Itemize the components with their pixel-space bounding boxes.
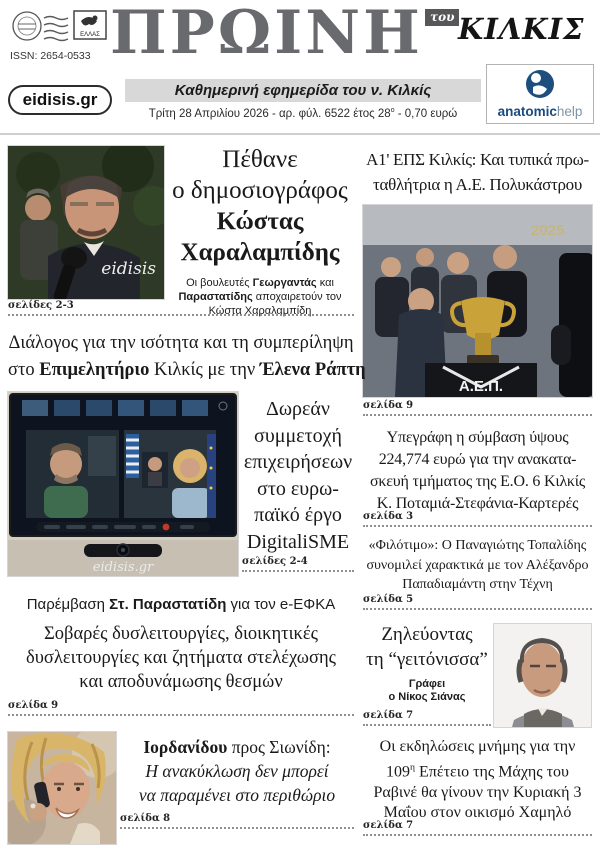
efka-article-title xyxy=(8,622,354,694)
header-divider xyxy=(0,133,600,135)
issn-number: ISSN: 2654-0533 xyxy=(10,50,91,62)
sponsor-ad xyxy=(486,64,594,124)
opinion-byline-line: Γράφει xyxy=(408,678,446,690)
opinion-title-line: Ζηλεύοντας xyxy=(381,624,473,645)
digitalisme-title-line: στο ευρω- xyxy=(257,477,339,500)
filotimo-page-ref xyxy=(363,594,592,610)
opinion-title-line: τη “γειτόνισσα” xyxy=(366,649,488,670)
newspaper-subtitle: Καθημερινή εφημερίδα του ν. Κιλκίς xyxy=(125,79,481,102)
dialogue-title-text: Κιλκίς με την xyxy=(149,360,260,380)
masthead-tou-label: του xyxy=(425,9,459,26)
memorial-anniversary-sup: η xyxy=(410,761,416,773)
lead-page-ref xyxy=(8,300,354,316)
efka-kicker-text: Παρέμβαση xyxy=(26,596,110,613)
page-ref-label: σελίδα 3 xyxy=(363,511,414,522)
filotimo-title-line: «Φιλότιμο»: Ο Παναγιώτης Τοπαλίδης xyxy=(368,538,587,553)
digitalisme-title-line: επιχειρήσεων xyxy=(243,451,353,473)
sponsor-name-bold: anatomic xyxy=(497,104,557,119)
page-ref-label: σελίδα 8 xyxy=(120,813,171,824)
postal-stamps-graphic xyxy=(10,6,110,50)
dialogue-page-ref xyxy=(242,556,354,572)
dialogue-article-title xyxy=(8,330,366,384)
page-ref-label: σελίδα 7 xyxy=(363,710,414,721)
dateline-superscript: ο xyxy=(390,107,395,114)
lead-subhead-text: Οι βουλευτές xyxy=(186,277,253,289)
memorial-page-ref xyxy=(363,820,592,836)
dateline xyxy=(125,107,481,120)
page-ref-label: σελίδες 2-4 xyxy=(242,556,308,567)
memorial-title-line: Οι εκδηλώσεις μνήμης για την xyxy=(379,738,576,755)
memorial-article-title xyxy=(363,737,592,824)
contract-title-line: Υπεγράφη η σύμβαση ύψους xyxy=(386,429,569,446)
page-ref-label: σελίδες 2-3 xyxy=(8,300,74,311)
digitalisme-article-title xyxy=(242,396,354,555)
sports-photo-team-label: Α.Ε.Π. xyxy=(458,378,504,395)
sports-title-line: ταθλήτρια η Α.Ε. Πολυκάστρου xyxy=(373,175,582,194)
page-ref-label: σελίδα 9 xyxy=(363,400,414,411)
page-ref-label: σελίδα 5 xyxy=(363,594,414,605)
recycle-page-ref xyxy=(120,813,354,829)
efka-kicker-name: Στ. Παραστατίδη xyxy=(109,596,227,613)
efka-title-line: δυσλειτουργίες και ζητήματα στελέχωσης xyxy=(26,648,336,668)
recycle-title-text: προς Σιωνίδη: xyxy=(227,737,331,757)
filotimo-title-line: Παπαδιαμάντη στην Τέχνη xyxy=(402,577,553,592)
lead-article-photo xyxy=(8,146,164,299)
sponsor-logo-icon xyxy=(525,69,555,99)
efka-kicker-text: για τον e-ΕΦΚΑ xyxy=(226,596,336,613)
digitalisme-title-line: συμμετοχή xyxy=(254,424,342,447)
dialogue-title-bold: Έλενα Ράπτη xyxy=(259,360,366,380)
sponsor-name xyxy=(487,104,593,119)
recycle-title-name: Ιορδανίδου xyxy=(143,737,228,757)
dialogue-photo-watermark: eidisis.gr xyxy=(92,560,154,575)
recycle-article-title xyxy=(120,735,354,807)
lead-subhead-text: και xyxy=(316,277,334,289)
memorial-anniversary-number: 109 xyxy=(386,763,411,781)
dateline-main: Τρίτη 28 Απριλίου 2026 - αρ. φύλ. 6522 έτος 28 xyxy=(148,107,391,120)
dialogue-title-text: στο xyxy=(8,360,40,380)
recycle-title-line xyxy=(120,735,354,759)
lead-subhead-name: Γεωργαντάς xyxy=(252,277,317,289)
dialogue-title-line: Διάλογος για την ισότητα και τη συμπερίληψη xyxy=(8,333,354,353)
filotimo-article-title xyxy=(363,536,592,595)
opinion-author-photo xyxy=(494,624,591,727)
digitalisme-title-line: DigitaliSME xyxy=(246,530,350,553)
masthead-region: ΚΙΛΚΙΣ xyxy=(458,12,585,46)
masthead-title: ΠΡΩΙΝΗ xyxy=(110,0,423,68)
opinion-page-ref xyxy=(363,710,491,726)
memorial-title-line: Μαΐου στον οικισμό Χαμηλό xyxy=(383,804,572,822)
dateline-end: - 0,70 ευρώ xyxy=(394,107,458,120)
lead-title-line: Χαραλαμπίδης xyxy=(180,239,340,266)
opinion-article-title xyxy=(363,622,491,672)
sports-photo-banner-year: 2025 xyxy=(531,222,565,239)
stamp-country-label: ΕΛΛΑΣ xyxy=(80,32,100,38)
sports-article-title xyxy=(363,147,592,197)
efka-kicker xyxy=(8,596,354,613)
digitalisme-title-line: παϊκό έργο xyxy=(254,504,342,526)
recycle-title-line: Η ανακύκλωση δεν μπορεί xyxy=(145,761,329,781)
dialogue-title-line xyxy=(8,357,366,384)
sponsor-name-light: help xyxy=(556,104,583,119)
sports-title-line: Α1' ΕΠΣ Κιλκίς: Και τυπικά πρω- xyxy=(366,150,589,169)
efka-page-ref xyxy=(8,700,354,716)
sports-article-photo xyxy=(363,205,592,397)
efka-title-line: και αποδυνάμωσης θεσμών xyxy=(79,672,283,692)
opinion-byline xyxy=(363,678,491,704)
lead-title-line: ο δημοσιογράφος xyxy=(172,177,348,204)
opinion-byline-line: ο Νίκος Σιάνας xyxy=(388,691,466,703)
postal-stamps xyxy=(10,6,110,55)
contract-title-line: Κ. Ποταμιά-Στεφάνια-Καρτερές xyxy=(376,495,579,512)
sports-page-ref xyxy=(363,400,592,416)
contract-title-line: 224,774 ευρώ για την ανακατα- xyxy=(378,451,577,468)
website-badge: eidisis.gr xyxy=(8,85,112,115)
lead-photo-watermark: eidisis xyxy=(101,259,156,279)
lead-subhead-text: αποχαιρετούν τον Κώστα Χαραλαμπίδη xyxy=(208,291,342,317)
lead-title-line: Κώστας xyxy=(216,208,304,235)
memorial-title-text: Επέτειο της Μάχης του xyxy=(415,763,569,781)
lead-title-line: Πέθανε xyxy=(222,146,298,173)
dialogue-title-bold: Επιμελητήριο xyxy=(39,360,150,380)
digitalisme-title-line: Δωρεάν xyxy=(266,398,330,420)
dialogue-article-photo xyxy=(8,392,238,576)
lead-subhead-name: Παραστατίδης xyxy=(178,291,253,303)
page-ref-label: σελίδα 9 xyxy=(8,700,59,711)
page-ref-label: σελίδα 7 xyxy=(363,820,414,831)
memorial-title-line: Ραβινέ θα γίνουν την Κυριακή 3 xyxy=(373,783,582,801)
contract-title-line: σκευή τμήματος της Ε.Ο. 6 Κιλκίς xyxy=(369,473,586,490)
contract-article-title xyxy=(363,427,592,515)
recycle-article-photo xyxy=(8,732,116,844)
memorial-title-line xyxy=(363,758,592,783)
recycle-title-line: να παραμένει στο περιθώριο xyxy=(138,785,336,805)
lead-article-title xyxy=(166,144,354,268)
filotimo-title-line: συνομιλεί χαρακτικά με τον Αλέξανδρο xyxy=(366,557,589,573)
efka-title-line: Σοβαρές δυσλειτουργίες, διοικητικές xyxy=(44,624,318,644)
contract-page-ref xyxy=(363,511,592,527)
